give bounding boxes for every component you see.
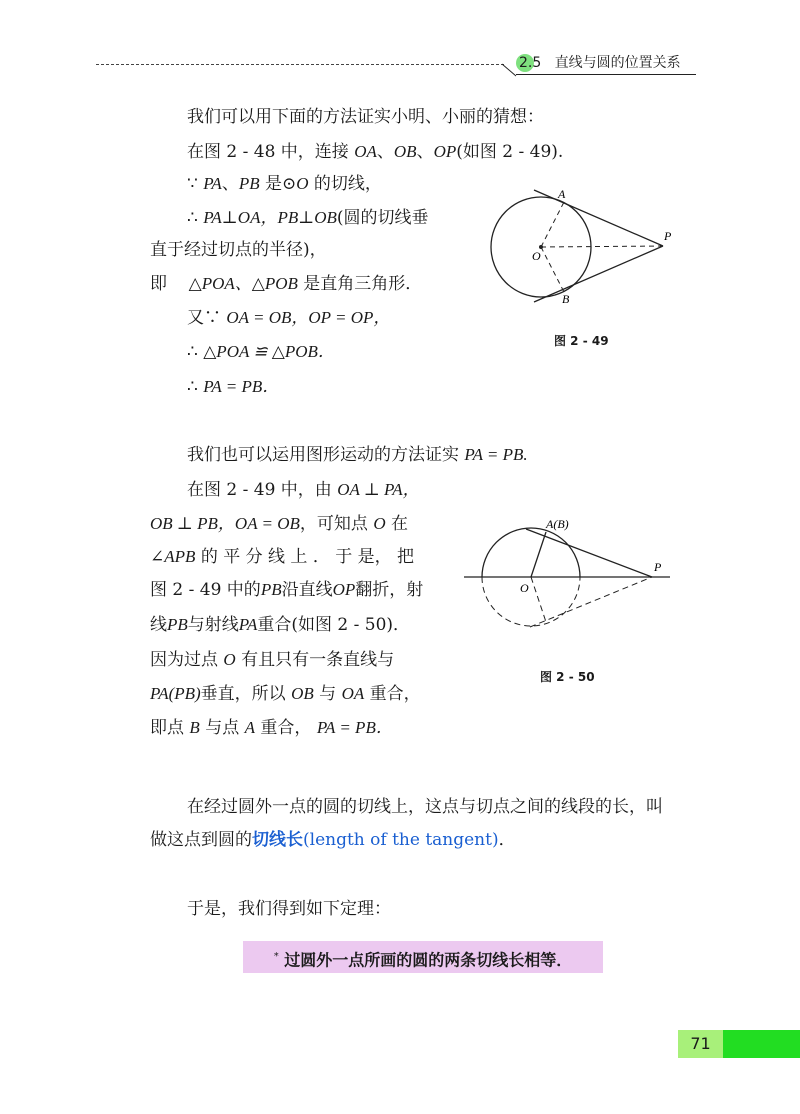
- fig50-label-ab: A(B): [546, 517, 569, 531]
- fig49-label-p: P: [664, 229, 672, 243]
- theorem-box: [243, 941, 603, 973]
- figure-2-49: [480, 180, 680, 310]
- fig49-line-op: [541, 246, 663, 247]
- proof2-line-6: 因为过点 O 有且只有一条直线与: [150, 650, 395, 670]
- definition-line-2: 做这点到圆的切线长(length of the tangent)．: [150, 830, 516, 850]
- page-number: 71: [678, 1030, 723, 1058]
- header-rule: [96, 64, 504, 65]
- proof1-line-2: ∵ PA、PB 是⊙O 的切线，: [187, 174, 382, 194]
- figure-2-50: [460, 515, 680, 640]
- definition-line-1: 在经过圆外一点的圆的切线上，这点与切点之间的线段的长，叫: [187, 797, 663, 817]
- section-title: 直线与圆的位置关系: [554, 55, 681, 71]
- proof1-line-8: ∴ PA = PB．: [187, 377, 280, 397]
- proof2-line-5: 线PB与射线PA重合(如图 2 - 50)．: [150, 615, 411, 635]
- fig49-radius-oa: [541, 202, 564, 247]
- term-tangent-length-en: (length of the tangent): [303, 830, 499, 850]
- fig49-label-o: O: [532, 249, 541, 263]
- proof2-line-4: 图 2 - 49 中的PB沿直线OP翻折，射: [150, 580, 424, 600]
- fig49-label-a: A: [558, 187, 566, 201]
- conclusion-line: 于是，我们得到如下定理：: [187, 899, 391, 919]
- fig50-label-o: O: [520, 581, 529, 595]
- proof2-line-2: OB ⊥ PB，OA = OB，可知点 O 在: [150, 514, 408, 534]
- section-header-rule: [516, 74, 696, 75]
- fig50-tangent-pb: [530, 577, 652, 627]
- section-header: [519, 54, 681, 72]
- fig49-tangent-pa: [534, 190, 663, 246]
- theorem-text: 过圆外一点所画的圆的两条切线长相等．: [284, 950, 573, 970]
- proof1-line-5: 即 △POA、△POB 是直角三角形．: [150, 274, 423, 294]
- proof2-intro: 我们也可以运用图形运动的方法证实 PA = PB.: [187, 445, 528, 465]
- term-tangent-length: 切线长: [252, 830, 303, 850]
- section-number-rest: .5: [527, 55, 542, 71]
- fig50-lower-arc: [482, 577, 580, 626]
- theorem-star: *: [273, 951, 279, 962]
- proof2-line-3: ∠APB 的 平 分 线 上 ． 于 是， 把: [150, 547, 415, 567]
- page-number-bar: [723, 1030, 800, 1058]
- fig50-radius-ob: [531, 577, 546, 622]
- proof1-line-1: 在图 2 - 48 中，连接 OA、OB、OP(如图 2 - 49).: [187, 142, 564, 162]
- proof2-line-7: PA(PB)垂直，所以 OB 与 OA 重合，: [150, 684, 421, 704]
- proof1-line-6: 又∵ OA = OB，OP = OP，: [187, 308, 391, 328]
- proof1-line-7: ∴ △POA ≌ △POB．: [187, 342, 335, 362]
- fig50-radius-oa: [531, 532, 546, 577]
- proof1-line-3: ∴ PA⊥OA，PB⊥OB(圆的切线垂: [187, 208, 429, 228]
- fig49-tangent-pb: [534, 246, 663, 302]
- fig50-upper-arc: [482, 528, 580, 577]
- proof1-intro: 我们可以用下面的方法证实小明、小丽的猜想：: [187, 107, 544, 127]
- figure-2-49-caption: 图 2 - 49: [554, 334, 609, 348]
- fig50-label-p: P: [654, 560, 662, 574]
- proof2-line-8: 即点 B 与点 A 重合， PA = PB．: [150, 718, 393, 738]
- proof2-line-1: 在图 2 - 49 中，由 OA ⊥ PA，: [187, 480, 420, 500]
- proof1-line-4: 直于经过切点的半径)，: [150, 240, 327, 260]
- fig49-label-b: B: [562, 292, 570, 306]
- section-number: 2: [519, 55, 528, 71]
- figure-2-50-caption: 图 2 - 50: [540, 670, 595, 684]
- fig49-radius-ob: [541, 247, 564, 292]
